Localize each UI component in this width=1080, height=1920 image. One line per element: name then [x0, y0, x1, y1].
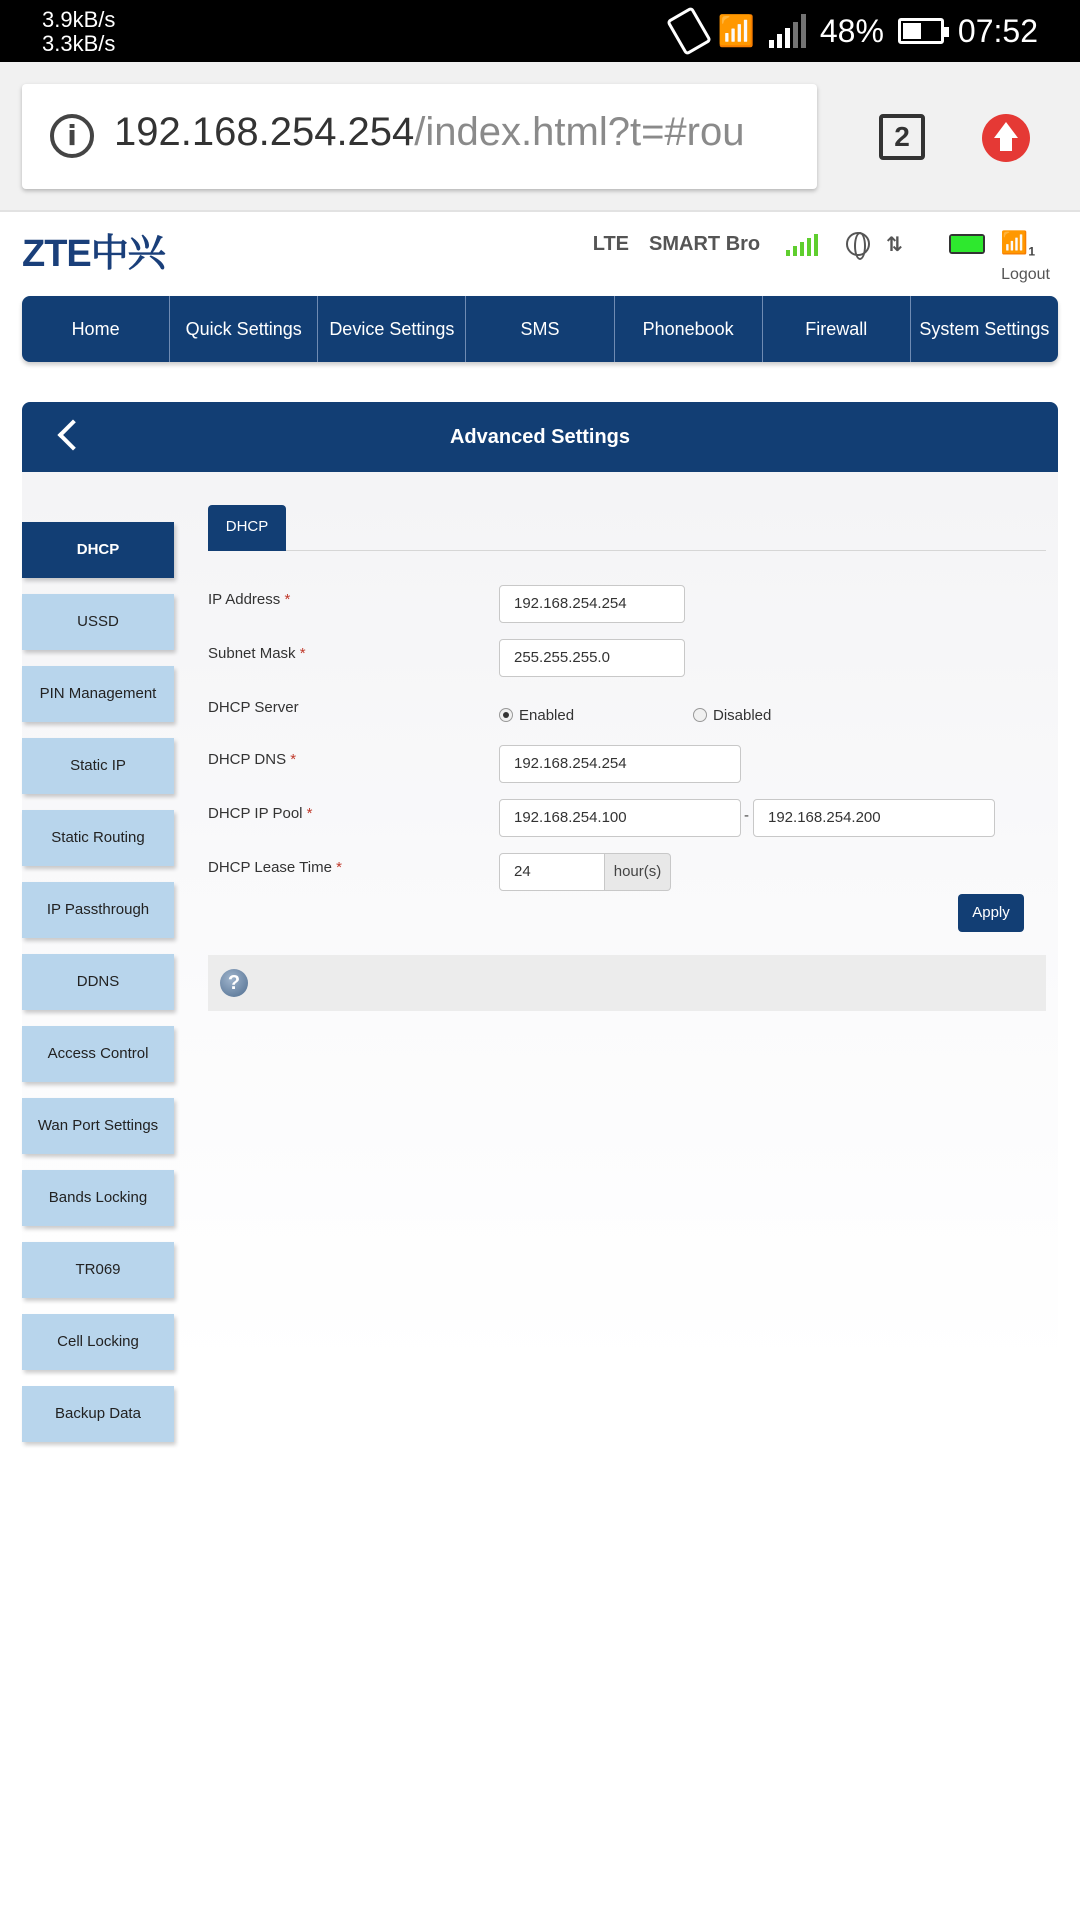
- dhcp-dns-input[interactable]: 192.168.254.254: [499, 745, 741, 783]
- wifi-client-count: 1: [1028, 244, 1035, 259]
- url-host: 192.168.254.254: [114, 110, 415, 154]
- required-mark: *: [284, 591, 291, 608]
- enabled-label: Enabled: [519, 707, 575, 724]
- help-icon[interactable]: ?: [220, 969, 248, 997]
- sidebar-item-ussd[interactable]: USSD: [22, 594, 174, 650]
- sidebar-item-bands-locking[interactable]: Bands Locking: [22, 1170, 174, 1226]
- nav-phonebook[interactable]: Phonebook: [615, 296, 763, 362]
- logout-link[interactable]: Logout: [1001, 266, 1050, 283]
- dhcp-dns-label-text: DHCP DNS: [208, 751, 287, 768]
- nav-device-settings[interactable]: Device Settings: [318, 296, 466, 362]
- router-page: [0, 212, 1080, 1920]
- update-arrow-icon[interactable]: [982, 114, 1030, 162]
- ip-address-input[interactable]: 192.168.254.254: [499, 585, 685, 623]
- subnet-mask-input[interactable]: 255.255.255.0: [499, 639, 685, 677]
- nav-quick-settings[interactable]: Quick Settings: [170, 296, 318, 362]
- main-nav: [22, 296, 1058, 362]
- globe-icon: [846, 232, 870, 256]
- dhcp-form-lower: [208, 505, 1046, 880]
- sidebar-item-tr069[interactable]: TR069: [22, 1242, 174, 1298]
- nav-firewall[interactable]: Firewall: [763, 296, 911, 362]
- sidebar-item-static-ip[interactable]: Static IP: [22, 738, 174, 794]
- required-mark: *: [290, 751, 297, 768]
- network-type: LTE: [592, 232, 630, 255]
- sidebar-item-access-control[interactable]: Access Control: [22, 1026, 174, 1082]
- carrier-name: SMART Bro: [649, 232, 761, 255]
- ip-pool-start-input[interactable]: 192.168.254.100: [499, 799, 741, 837]
- required-mark: *: [306, 805, 313, 822]
- battery-icon: [898, 18, 944, 44]
- battery-percent: 48%: [819, 12, 884, 49]
- lease-time-row: [208, 853, 1046, 897]
- help-bar: [208, 955, 1046, 1011]
- sidebar-item-pin-management[interactable]: PIN Management: [22, 666, 174, 722]
- sidebar-item-dhcp[interactable]: DHCP: [22, 522, 174, 578]
- tab-dhcp[interactable]: DHCP: [208, 505, 286, 551]
- ip-pool-end-input[interactable]: 192.168.254.200: [753, 799, 995, 837]
- sidebar-item-backup-data[interactable]: Backup Data: [22, 1386, 174, 1442]
- nav-home[interactable]: Home: [22, 296, 170, 362]
- network-speed: [42, 8, 115, 56]
- page-header: [22, 402, 1058, 472]
- address-bar[interactable]: [22, 84, 817, 189]
- required-mark: *: [336, 859, 342, 876]
- browser-toolbar: [0, 62, 1080, 212]
- router-wifi-icon: $📶_1$: [1000, 230, 1035, 259]
- nav-system-settings[interactable]: System Settings: [919, 319, 1050, 339]
- zte-logo: ZTE中兴: [22, 233, 165, 275]
- ip-address-label-text: IP Address: [208, 591, 281, 608]
- subnet-mask-label-text: Subnet Mask: [208, 645, 296, 662]
- url-path: /index.html?t=#rou: [414, 110, 745, 154]
- tab-switcher-button[interactable]: 2: [879, 114, 925, 160]
- sidebar-item-ddns[interactable]: DDNS: [22, 954, 174, 1010]
- status-icons: [674, 0, 1038, 62]
- router-battery-icon: [949, 234, 985, 254]
- settings-sidebar: [22, 522, 174, 1458]
- required-mark: *: [299, 645, 306, 662]
- cell-signal-icon: [769, 14, 806, 48]
- lease-time-label-text: DHCP Lease Time: [208, 859, 332, 876]
- info-icon[interactable]: i: [50, 114, 94, 158]
- router-status: [593, 230, 1035, 258]
- status-bar: [0, 0, 1080, 62]
- wifi-icon: 📶: [717, 14, 755, 48]
- vibrate-icon: [666, 6, 712, 56]
- data-transfer-icon: ⇅: [886, 233, 903, 256]
- signal-strength-icon: [786, 232, 818, 256]
- lease-time-unit: hour(s): [605, 853, 671, 891]
- upload-speed: 3.3kB/s: [42, 31, 116, 56]
- ip-pool-label-text: DHCP IP Pool: [208, 805, 303, 822]
- url-text[interactable]: [114, 110, 814, 155]
- nav-sms[interactable]: SMS: [466, 296, 614, 362]
- disabled-label: Disabled: [713, 707, 772, 724]
- download-speed: 3.9kB/s: [42, 7, 116, 32]
- sidebar-item-ip-passthrough[interactable]: IP Passthrough: [22, 882, 174, 938]
- sidebar-item-static-routing[interactable]: Static Routing: [22, 810, 174, 866]
- page-title: Advanced Settings: [449, 426, 631, 448]
- dhcp-server-label: DHCP Server: [208, 699, 299, 716]
- lease-time-label: [208, 859, 342, 876]
- apply-button[interactable]: Apply: [958, 894, 1024, 932]
- sidebar-item-wan-port-settings[interactable]: Wan Port Settings: [22, 1098, 174, 1154]
- sidebar-item-cell-locking[interactable]: Cell Locking: [22, 1314, 174, 1370]
- clock: 07:52: [957, 12, 1038, 49]
- ip-pool-separator: -: [744, 807, 749, 824]
- lease-time-input[interactable]: 24: [499, 853, 605, 891]
